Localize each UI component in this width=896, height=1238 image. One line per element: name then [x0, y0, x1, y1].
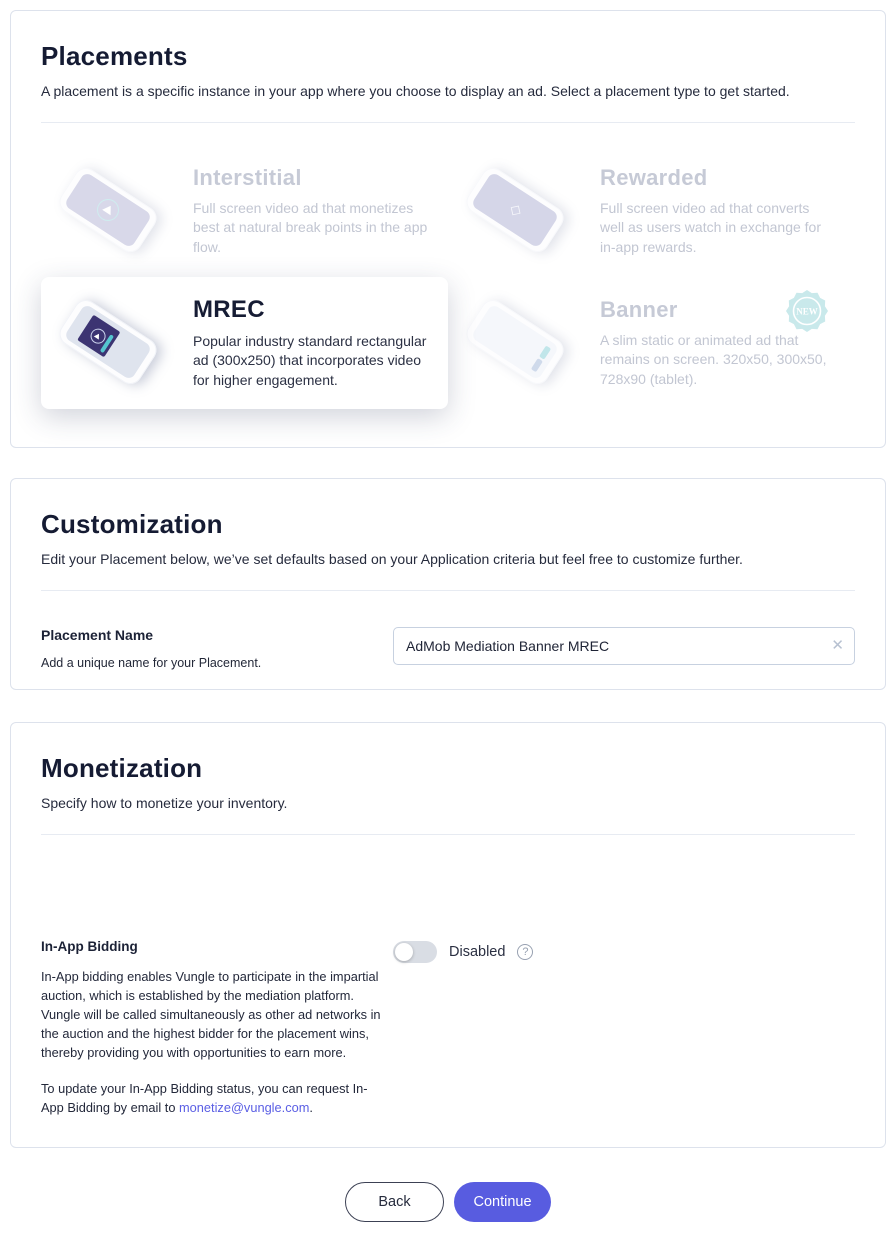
clear-input-icon[interactable]: ✕ — [831, 637, 844, 654]
customization-card — [10, 478, 886, 690]
in-app-bidding-toggle[interactable] — [393, 941, 437, 963]
rewarded-phone-icon: ◇ — [454, 159, 582, 263]
in-app-bidding-description: In-App bidding enables Vungle to participate in the impartial auction, which is established by the mediation platform. Vungle will be called simultaneously as other ad networks in the auction and the highest bidder for the placement wins, thereby providing you with opportunities to earn more. — [41, 969, 381, 1060]
interstitial-description: Full screen video ad that monetizes best at natural break points in the app flow. — [193, 199, 428, 255]
monetization-card — [10, 722, 886, 1148]
continue-button[interactable]: Continue — [454, 1182, 551, 1222]
placement-option-banner[interactable] — [448, 277, 855, 409]
divider — [41, 590, 855, 591]
banner-phone-icon — [454, 291, 582, 395]
placements-title: Placements — [41, 41, 188, 71]
interstitial-title: Interstitial — [193, 164, 302, 190]
interstitial-phone-icon — [47, 159, 175, 263]
in-app-bidding-label: In-App Bidding — [41, 939, 138, 954]
placement-option-rewarded[interactable] — [448, 145, 855, 277]
placement-option-interstitial[interactable] — [41, 145, 448, 277]
placement-name-label: Placement Name — [41, 627, 154, 643]
in-app-bidding-status: Disabled — [449, 944, 506, 960]
mrec-phone-icon — [47, 291, 175, 395]
in-app-bidding-row — [41, 939, 855, 1118]
placement-name-input[interactable] — [393, 627, 855, 665]
footer-actions — [0, 1182, 896, 1222]
new-badge-icon — [785, 289, 829, 333]
banner-title: Banner — [600, 296, 678, 322]
placements-description: A placement is a specific instance in your app where you choose to display an ad. Select a placement type to get started. — [41, 83, 790, 99]
customization-description: Edit your Placement below, we’ve set defaults based on your Application criteria but feel free to customize further. — [41, 551, 743, 567]
divider — [41, 834, 855, 835]
banner-description: A slim static or animated ad that remains on screen. 320x50, 300x50, 728x90 (tablet). — [600, 331, 827, 387]
rewarded-description: Full screen video ad that converts well as users watch in exchange for in-app rewards. — [600, 199, 821, 255]
monetization-description: Specify how to monetize your inventory. — [41, 795, 288, 811]
placement-option-mrec[interactable] — [41, 277, 448, 409]
in-app-bidding-note: To update your In-App Bidding status, you can request In-App Bidding by email to monetize@vungle.com. — [41, 1080, 368, 1115]
customization-title: Customization — [41, 509, 223, 539]
placements-card — [10, 10, 886, 448]
monetize-email-link[interactable]: monetize@vungle.com — [179, 1099, 310, 1115]
placement-type-grid — [41, 145, 855, 409]
mrec-description: Popular industry standard rectangular ad (300x250) that incorporates video for higher engagement. — [193, 332, 427, 388]
svg-text:NEW: NEW — [796, 306, 818, 317]
divider — [41, 122, 855, 123]
monetization-title: Monetization — [41, 753, 203, 783]
help-icon[interactable]: ? — [517, 944, 533, 960]
mrec-title: MREC — [193, 295, 265, 323]
rewarded-title: Rewarded — [600, 164, 708, 190]
placement-name-row — [41, 627, 855, 670]
placement-name-help: Add a unique name for your Placement. — [41, 656, 262, 670]
back-button[interactable]: Back — [345, 1182, 444, 1222]
